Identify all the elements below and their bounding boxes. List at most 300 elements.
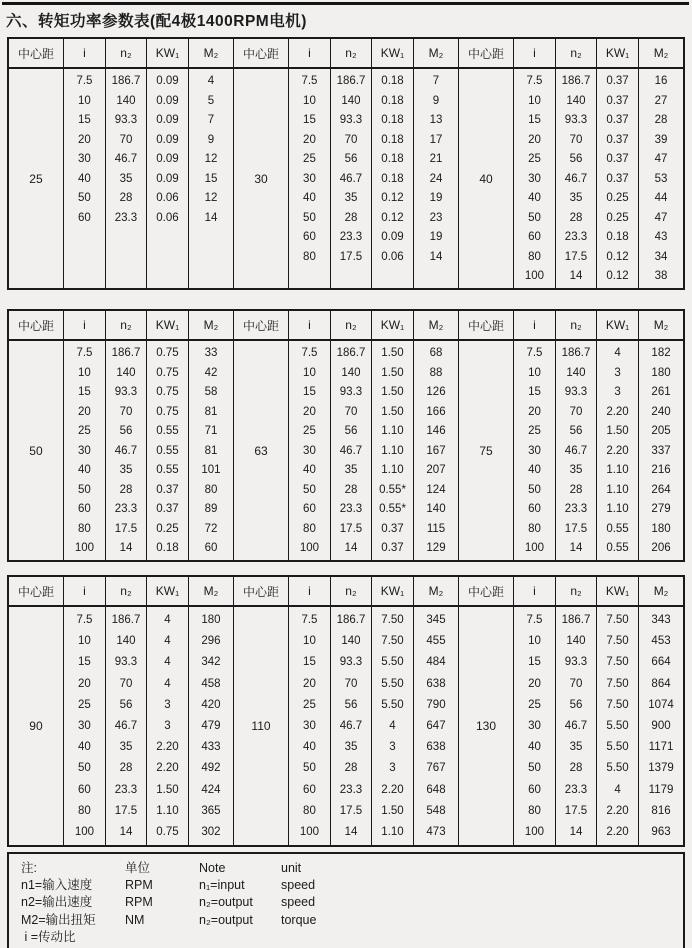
cell-n2: 186.7 bbox=[111, 75, 141, 87]
header-row bbox=[9, 577, 683, 607]
cell-i: 20 bbox=[528, 405, 541, 418]
cell-kw1: 0.55 bbox=[156, 444, 179, 457]
note-cell: i =传动比 bbox=[21, 929, 76, 944]
data-column-kw1 bbox=[597, 69, 639, 288]
cell-i: 80 bbox=[528, 250, 541, 263]
column-header-n2: n₂ bbox=[556, 311, 597, 339]
page-title: 六、转矩功率参数表(配4极1400RPM电机) bbox=[6, 13, 307, 30]
cell-m2: 27 bbox=[654, 94, 668, 107]
cell-kw1: 7.50 bbox=[606, 635, 629, 648]
cell-n2: 46.7 bbox=[114, 153, 138, 165]
cell-i: 10 bbox=[78, 366, 91, 379]
cell-i: 60 bbox=[303, 503, 316, 515]
cell-kw1: 0.37 bbox=[606, 94, 629, 107]
cell-n2: 140 bbox=[566, 635, 586, 648]
cell-m2: 9 bbox=[207, 133, 215, 146]
column-header-center: 中心距 bbox=[234, 311, 289, 339]
cell-kw1: 0.37 bbox=[156, 503, 179, 515]
center-distance-value: 75 bbox=[459, 341, 514, 560]
data-column-kw1 bbox=[372, 607, 414, 845]
cell-m2: 180 bbox=[201, 614, 221, 626]
cell-i: 80 bbox=[303, 522, 316, 535]
cell-i: 80 bbox=[528, 804, 541, 817]
data-column-m2 bbox=[639, 341, 683, 560]
cell-kw1: 0.18 bbox=[381, 172, 404, 185]
cell-i: 10 bbox=[78, 635, 91, 648]
cell-m2: 19 bbox=[429, 231, 443, 243]
cell-i: 50 bbox=[528, 762, 541, 775]
cell-m2: 216 bbox=[651, 464, 671, 476]
cell-n2: 23.3 bbox=[564, 503, 588, 515]
cell-n2: 93.3 bbox=[339, 114, 363, 126]
note-cell: RPM bbox=[125, 878, 153, 893]
cell-i: 80 bbox=[303, 250, 316, 263]
cell-m2: 296 bbox=[201, 635, 221, 648]
note-cell: RPM bbox=[125, 895, 153, 910]
data-column-i bbox=[289, 607, 331, 845]
column-header-kw1: KW₁ bbox=[147, 577, 189, 605]
center-distance-value: 63 bbox=[234, 341, 289, 560]
cell-m2: 345 bbox=[426, 614, 446, 626]
cell-i: 7.5 bbox=[76, 75, 93, 87]
cell-i: 40 bbox=[78, 172, 91, 185]
cell-n2: 17.5 bbox=[114, 522, 138, 535]
cell-n2: 14 bbox=[569, 825, 583, 838]
column-header-m2: M₂ bbox=[653, 584, 669, 598]
note-cell: n1=输入速度 bbox=[21, 878, 93, 893]
cell-m2: 101 bbox=[201, 464, 221, 476]
cell-m2: 648 bbox=[426, 783, 446, 796]
cell-i: 50 bbox=[528, 211, 541, 224]
cell-i: 25 bbox=[303, 425, 316, 437]
cell-m2: 47 bbox=[654, 153, 668, 165]
cell-n2: 14 bbox=[569, 542, 583, 554]
cell-m2: 206 bbox=[651, 542, 671, 554]
cell-n2: 23.3 bbox=[339, 783, 363, 796]
cell-kw1: 0.18 bbox=[606, 231, 629, 243]
cell-n2: 28 bbox=[119, 483, 133, 496]
data-column-m2 bbox=[414, 607, 459, 845]
cell-n2: 17.5 bbox=[564, 250, 588, 263]
cell-m2: 14 bbox=[429, 250, 443, 263]
cell-kw1: 0.37 bbox=[381, 522, 404, 535]
cell-m2: 17 bbox=[429, 133, 443, 146]
column-header-center: 中心距 bbox=[9, 577, 64, 605]
cell-m2: 205 bbox=[651, 425, 671, 437]
cell-m2: 1179 bbox=[648, 783, 674, 796]
cell-i: 30 bbox=[303, 719, 316, 732]
column-header-center: 中心距 bbox=[234, 577, 289, 605]
cell-kw1: 0.09 bbox=[156, 114, 179, 126]
cell-i: 15 bbox=[78, 656, 91, 669]
cell-m2: 4 bbox=[207, 75, 215, 87]
cell-n2: 186.7 bbox=[561, 614, 591, 626]
cell-n2: 14 bbox=[119, 825, 133, 838]
note-cell bbox=[199, 929, 281, 946]
cell-m2: 60 bbox=[204, 542, 218, 554]
cell-m2: 72 bbox=[204, 522, 218, 535]
cell-kw1: 0.25 bbox=[606, 211, 629, 224]
cell-kw1: 1.10 bbox=[381, 425, 404, 437]
cell-i: 15 bbox=[303, 114, 316, 126]
cell-kw1: 0.09 bbox=[156, 133, 179, 146]
cell-kw1: 5.50 bbox=[381, 698, 404, 711]
cell-n2: 14 bbox=[569, 270, 583, 282]
cell-n2: 46.7 bbox=[339, 172, 363, 185]
cell-i: 100 bbox=[524, 270, 545, 282]
column-header-i: i bbox=[64, 577, 106, 605]
cell-m2: 424 bbox=[201, 783, 221, 796]
cell-kw1: 2.20 bbox=[606, 825, 629, 838]
cell-kw1: 0.09 bbox=[156, 75, 179, 87]
cell-m2: 473 bbox=[426, 825, 446, 838]
cell-kw1: 0.37 bbox=[606, 75, 629, 87]
note-cell: n₁=input bbox=[199, 878, 245, 893]
cell-m2: 816 bbox=[651, 804, 671, 817]
cell-m2: 182 bbox=[651, 347, 671, 359]
note-cell: speed bbox=[281, 895, 316, 910]
data-column-n2 bbox=[556, 69, 597, 288]
data-column-i bbox=[514, 341, 556, 560]
note-cell bbox=[281, 929, 683, 946]
cell-n2: 93.3 bbox=[564, 656, 588, 669]
cell-n2: 93.3 bbox=[114, 386, 138, 398]
column-header-center: 中心距 bbox=[459, 311, 514, 339]
cell-m2: 337 bbox=[651, 444, 671, 457]
cell-n2: 56 bbox=[569, 425, 583, 437]
cell-n2: 46.7 bbox=[564, 719, 588, 732]
notes-box bbox=[7, 852, 685, 948]
cell-i: 10 bbox=[303, 366, 316, 379]
cell-m2: 963 bbox=[651, 825, 671, 838]
cell-n2: 35 bbox=[119, 464, 133, 476]
cell-i: 25 bbox=[528, 153, 541, 165]
cell-m2: 647 bbox=[426, 719, 446, 732]
header-row bbox=[9, 39, 683, 69]
column-header-m2: M₂ bbox=[189, 39, 234, 67]
cell-n2: 46.7 bbox=[339, 444, 363, 457]
cell-m2: 207 bbox=[426, 464, 446, 476]
cell-i: 7.5 bbox=[301, 75, 318, 87]
cell-n2: 186.7 bbox=[336, 614, 366, 626]
cell-n2: 35 bbox=[344, 741, 358, 754]
cell-kw1: 7.50 bbox=[606, 698, 629, 711]
cell-kw1: 0.12 bbox=[381, 192, 404, 204]
cell-n2: 56 bbox=[344, 425, 358, 437]
cell-kw1: 1.10 bbox=[381, 464, 404, 476]
cell-m2: 43 bbox=[654, 231, 668, 243]
cell-i: 20 bbox=[303, 405, 316, 418]
cell-i: 40 bbox=[78, 464, 91, 476]
cell-kw1: 3 bbox=[389, 741, 396, 754]
cell-m2: 484 bbox=[426, 656, 446, 669]
cell-i: 40 bbox=[303, 741, 316, 754]
cell-m2: 638 bbox=[426, 741, 446, 754]
note-cell: n2=输出速度 bbox=[21, 895, 93, 910]
cell-kw1: 4 bbox=[164, 635, 171, 648]
cell-m2: 115 bbox=[426, 522, 446, 535]
cell-i: 30 bbox=[303, 444, 316, 457]
cell-i: 40 bbox=[303, 192, 316, 204]
cell-kw1: 2.20 bbox=[156, 762, 179, 775]
cell-i: 40 bbox=[528, 192, 541, 204]
column-header-i: i bbox=[64, 39, 106, 67]
cell-n2: 17.5 bbox=[564, 522, 588, 535]
cell-m2: 81 bbox=[204, 444, 218, 457]
cell-m2: 47 bbox=[654, 211, 668, 224]
cell-i: 20 bbox=[78, 405, 91, 418]
cell-i: 100 bbox=[299, 825, 320, 838]
cell-i: 10 bbox=[78, 94, 91, 107]
cell-i: 100 bbox=[74, 825, 95, 838]
cell-kw1: 0.55 bbox=[156, 464, 179, 476]
cell-m2: 71 bbox=[204, 425, 218, 437]
cell-i: 100 bbox=[524, 542, 545, 554]
body-row bbox=[9, 341, 683, 560]
cell-kw1: 7.50 bbox=[606, 614, 629, 626]
cell-m2: 7 bbox=[207, 114, 215, 126]
header-row bbox=[9, 311, 683, 341]
cell-n2: 93.3 bbox=[564, 386, 588, 398]
cell-kw1: 1.10 bbox=[606, 503, 629, 515]
cell-i: 50 bbox=[78, 483, 91, 496]
cell-m2: 342 bbox=[201, 656, 221, 669]
cell-i: 40 bbox=[528, 741, 541, 754]
cell-kw1: 5.50 bbox=[606, 719, 629, 732]
data-column-kw1 bbox=[372, 341, 414, 560]
cell-i: 50 bbox=[78, 192, 91, 204]
column-header-kw1: KW₁ bbox=[147, 311, 189, 339]
cell-m2: 126 bbox=[426, 386, 446, 398]
cell-kw1: 0.06 bbox=[156, 211, 179, 224]
cell-m2: 81 bbox=[204, 405, 218, 418]
cell-n2: 28 bbox=[344, 211, 358, 224]
cell-kw1: 0.18 bbox=[381, 153, 404, 165]
cell-kw1: 0.55 bbox=[156, 425, 179, 437]
cell-m2: 53 bbox=[654, 172, 668, 185]
center-distance-value: 40 bbox=[459, 69, 514, 288]
cell-n2: 186.7 bbox=[336, 347, 366, 359]
cell-i: 40 bbox=[528, 464, 541, 476]
body-row bbox=[9, 607, 683, 845]
cell-m2: 790 bbox=[426, 698, 446, 711]
cell-m2: 16 bbox=[654, 75, 668, 87]
cell-n2: 46.7 bbox=[114, 444, 138, 457]
cell-m2: 44 bbox=[654, 192, 668, 204]
cell-kw1: 3 bbox=[614, 366, 621, 379]
cell-kw1: 7.50 bbox=[606, 677, 629, 690]
cell-m2: 129 bbox=[426, 542, 446, 554]
cell-m2: 365 bbox=[201, 804, 221, 817]
data-column-n2 bbox=[331, 607, 372, 845]
cell-m2: 343 bbox=[651, 614, 671, 626]
cell-i: 30 bbox=[303, 172, 316, 185]
cell-kw1: 0.25 bbox=[156, 522, 179, 535]
column-header-m2: M₂ bbox=[414, 577, 459, 605]
column-header-m2: M₂ bbox=[189, 577, 234, 605]
cell-n2: 70 bbox=[344, 405, 358, 418]
cell-i: 15 bbox=[528, 114, 541, 126]
cell-m2: 39 bbox=[654, 133, 668, 146]
center-distance-value: 50 bbox=[9, 341, 64, 560]
cell-i: 10 bbox=[528, 635, 541, 648]
note-cell: n₂=output bbox=[199, 895, 253, 910]
data-column-i bbox=[64, 341, 106, 560]
cell-i: 7.5 bbox=[526, 347, 543, 359]
cell-i: 60 bbox=[303, 783, 316, 796]
cell-m2: 12 bbox=[204, 192, 218, 204]
column-header-n2: n₂ bbox=[106, 39, 147, 67]
cell-kw1: 1.10 bbox=[381, 444, 404, 457]
data-column-n2 bbox=[106, 69, 147, 288]
cell-kw1: 2.20 bbox=[606, 804, 629, 817]
data-column-i bbox=[289, 69, 331, 288]
cell-n2: 35 bbox=[119, 741, 133, 754]
data-column-m2 bbox=[189, 69, 234, 288]
cell-kw1: 0.37 bbox=[606, 133, 629, 146]
cell-n2: 140 bbox=[116, 94, 136, 107]
cell-i: 10 bbox=[303, 94, 316, 107]
cell-i: 15 bbox=[303, 656, 316, 669]
cell-m2: 80 bbox=[204, 483, 218, 496]
data-column-kw1 bbox=[147, 607, 189, 845]
cell-m2: 479 bbox=[201, 719, 221, 732]
data-column-i bbox=[514, 69, 556, 288]
cell-kw1: 0.18 bbox=[381, 94, 404, 107]
cell-n2: 186.7 bbox=[561, 347, 591, 359]
cell-kw1: 3 bbox=[614, 386, 621, 398]
cell-kw1: 1.50 bbox=[606, 425, 629, 437]
cell-m2: 58 bbox=[204, 386, 218, 398]
cell-m2: 864 bbox=[651, 677, 671, 690]
cell-n2: 186.7 bbox=[111, 347, 141, 359]
cell-i: 50 bbox=[303, 483, 316, 496]
cell-m2: 492 bbox=[201, 762, 221, 775]
cell-m2: 13 bbox=[429, 114, 443, 126]
note-cell: speed bbox=[281, 878, 316, 893]
column-header-center: 中心距 bbox=[9, 311, 64, 339]
cell-n2: 35 bbox=[344, 464, 358, 476]
column-header-i: i bbox=[289, 311, 331, 339]
cell-kw1: 2.20 bbox=[381, 783, 404, 796]
note-cell: Note bbox=[199, 861, 226, 875]
data-column-i bbox=[514, 607, 556, 845]
cell-kw1: 0.18 bbox=[381, 75, 404, 87]
cell-n2: 35 bbox=[119, 172, 133, 185]
cell-i: 50 bbox=[303, 762, 316, 775]
cell-m2: 89 bbox=[204, 503, 218, 515]
cell-n2: 17.5 bbox=[339, 250, 363, 263]
column-header-center: 中心距 bbox=[459, 39, 514, 67]
cell-m2: 180 bbox=[651, 522, 671, 535]
data-column-i bbox=[64, 607, 106, 845]
cell-m2: 264 bbox=[651, 483, 671, 496]
column-header-center: 中心距 bbox=[234, 39, 289, 67]
cell-i: 15 bbox=[78, 386, 91, 398]
cell-i: 20 bbox=[303, 133, 316, 146]
cell-kw1: 2.20 bbox=[606, 405, 629, 418]
column-header-n2: n₂ bbox=[106, 311, 147, 339]
cell-m2: 279 bbox=[651, 503, 671, 515]
cell-kw1: 0.75 bbox=[156, 825, 179, 838]
cell-m2: 21 bbox=[429, 153, 443, 165]
cell-i: 7.5 bbox=[76, 347, 93, 359]
cell-m2: 302 bbox=[201, 825, 221, 838]
data-column-n2 bbox=[556, 341, 597, 560]
cell-n2: 93.3 bbox=[564, 114, 588, 126]
cell-n2: 186.7 bbox=[111, 614, 141, 626]
center-distance-value: 25 bbox=[9, 69, 64, 288]
note-cell: 单位 bbox=[125, 861, 151, 875]
cell-i: 10 bbox=[528, 94, 541, 107]
data-column-m2 bbox=[639, 69, 683, 288]
cell-m2: 767 bbox=[426, 762, 446, 775]
cell-m2: 166 bbox=[426, 405, 446, 418]
note-cell: NM bbox=[125, 912, 145, 927]
column-header-kw1: KW₁ bbox=[372, 577, 414, 605]
cell-i: 25 bbox=[78, 698, 91, 711]
cell-kw1: 0.06 bbox=[381, 250, 404, 263]
cell-n2: 35 bbox=[569, 464, 583, 476]
cell-kw1: 5.50 bbox=[606, 762, 629, 775]
cell-kw1: 4 bbox=[164, 677, 171, 690]
data-column-kw1 bbox=[372, 69, 414, 288]
cell-m2: 455 bbox=[426, 635, 446, 648]
cell-m2: 24 bbox=[429, 172, 443, 185]
note-cell: n₂=output bbox=[199, 912, 253, 927]
cell-n2: 17.5 bbox=[564, 804, 588, 817]
cell-i: 20 bbox=[528, 677, 541, 690]
cell-n2: 56 bbox=[569, 153, 583, 165]
parameter-table-block-1 bbox=[7, 37, 685, 290]
data-column-kw1 bbox=[597, 341, 639, 560]
cell-kw1: 0.12 bbox=[606, 270, 629, 282]
cell-m2: 14 bbox=[204, 211, 218, 224]
cell-kw1: 0.37 bbox=[606, 153, 629, 165]
cell-i: 60 bbox=[78, 211, 91, 224]
cell-n2: 140 bbox=[566, 366, 586, 379]
data-column-m2 bbox=[414, 69, 459, 288]
note-cell: unit bbox=[281, 861, 302, 875]
cell-i: 50 bbox=[78, 762, 91, 775]
cell-n2: 56 bbox=[119, 698, 133, 711]
cell-n2: 140 bbox=[116, 635, 136, 648]
column-header-center: 中心距 bbox=[459, 577, 514, 605]
center-distance-value: 110 bbox=[234, 607, 289, 845]
column-header-center: 中心距 bbox=[9, 39, 64, 67]
cell-kw1: 5.50 bbox=[381, 656, 404, 669]
cell-n2: 23.3 bbox=[564, 231, 588, 243]
cell-n2: 35 bbox=[569, 741, 583, 754]
data-column-kw1 bbox=[597, 607, 639, 845]
data-column-kw1 bbox=[147, 69, 189, 288]
cell-i: 80 bbox=[528, 522, 541, 535]
cell-kw1: 0.12 bbox=[381, 211, 404, 224]
cell-n2: 140 bbox=[341, 94, 361, 107]
column-header-n2: n₂ bbox=[331, 577, 372, 605]
cell-i: 30 bbox=[78, 153, 91, 165]
cell-kw1: 0.09 bbox=[156, 94, 179, 107]
cell-kw1: 0.75 bbox=[156, 386, 179, 398]
cell-m2: 38 bbox=[654, 270, 668, 282]
cell-i: 20 bbox=[78, 133, 91, 146]
cell-kw1: 0.12 bbox=[606, 250, 629, 263]
cell-i: 15 bbox=[303, 386, 316, 398]
cell-kw1: 5.50 bbox=[606, 741, 629, 754]
cell-n2: 28 bbox=[569, 483, 583, 496]
cell-m2: 23 bbox=[429, 211, 443, 224]
center-distance-value: 130 bbox=[459, 607, 514, 845]
